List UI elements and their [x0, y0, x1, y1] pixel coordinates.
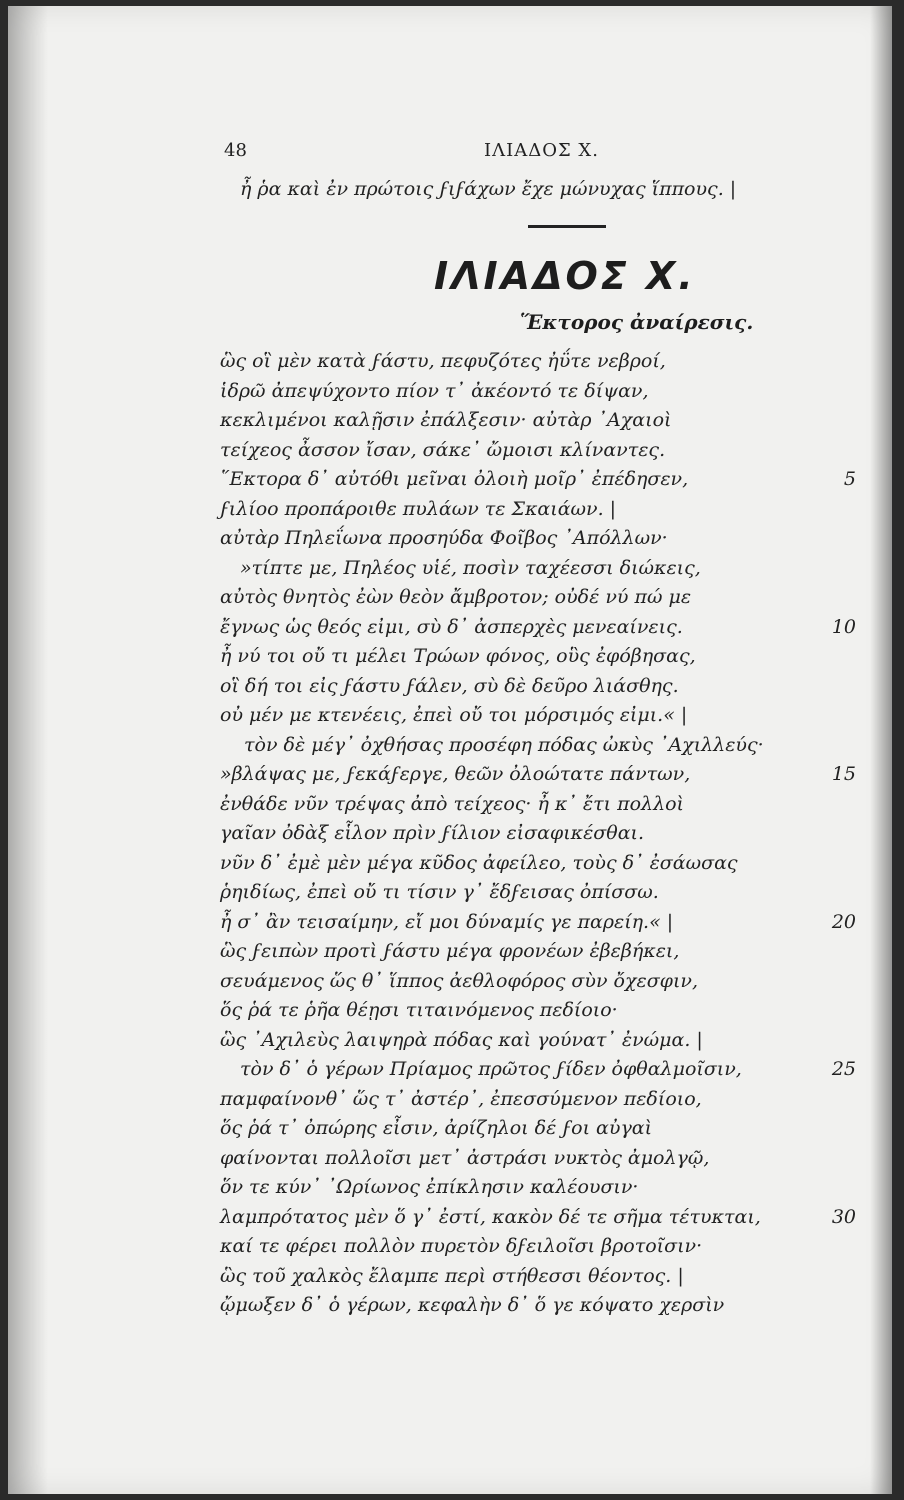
verse-text: ἱδρῶ ἀπεψύχοντο πίον τ᾽ ἀκέοντό τε δίψαν,	[220, 379, 649, 402]
verse-line	[8, 1206, 892, 1236]
verse-line	[8, 1235, 892, 1265]
verse-line	[8, 645, 892, 675]
verse-text: νῦν δ᾽ ἐμὲ μὲν μέγα κῦδος ἀφείλεο, τοὺς δ᾽ ἐσάωσας	[220, 851, 738, 874]
line-number: 20	[831, 910, 856, 933]
verse-text: ἐνθάδε νῦν τρέψας ἀπὸ τείχεος· ἦ κ᾽ ἔτι πολλοὶ	[220, 792, 685, 815]
verse-text: οὐ μέν με κτενέεις, ἐπεὶ οὔ τοι μόρσιμός εἰμι.« |	[220, 704, 688, 726]
verse-line	[8, 734, 892, 764]
verse-text: ὅς ῥά τε ῥῆα θέῃσι τιταινόμενος πεδίοιο·	[220, 999, 618, 1021]
verse-line	[8, 911, 892, 941]
verse-text: »βλάψας με, ϝεκάϝεργε, θεῶν ὀλοώτατε πάντων,	[220, 763, 691, 785]
verse-text: σευάμενος ὥς θ᾽ ἵππος ἀεθλοφόρος σὺν ὄχεσφιν,	[220, 969, 699, 992]
verse-text: ἦ νύ τοι οὔ τι μέλει Τρώων φόνος, οὓς ἐφόβησας,	[220, 645, 696, 667]
line-number: 10	[831, 615, 856, 638]
page-number: 48	[224, 140, 247, 161]
line-number: 15	[831, 763, 856, 785]
verse-text: αὐτὸς θνητὸς ἐὼν θεὸν ἄμβροτον; οὐδέ νύ πώ με	[220, 586, 692, 608]
verse-text: ὣς τοῦ χαλκὸς ἔλαμπε περὶ στήθεσσι θέοντος. |	[220, 1264, 684, 1287]
verse-text: τὸν δὲ μέγ᾽ ὀχθήσας προσέφη πόδας ὠκὺς ᾿Αχιλλεύς·	[244, 733, 764, 756]
verse-text: φαίνονται πολλοῖσι μετ᾽ ἀστράσι νυκτὸς ἀμολγῷ,	[220, 1146, 710, 1169]
verse-line	[8, 1176, 892, 1206]
verse-text: παμφαίνονθ᾽ ὥς τ᾽ ἀστέρ᾽, ἐπεσσύμενον πεδίοιο,	[220, 1087, 702, 1110]
running-head	[8, 140, 892, 164]
verse-text: καί τε φέρει πολλὸν πυρετὸν δϝειλοῖσι βροτοῖσιν·	[220, 1235, 703, 1257]
verse-line	[8, 999, 892, 1029]
verse-text: ᾤμωξεν δ᾽ ὁ γέρων, κεφαλὴν δ᾽ ὅ γε κόψατο χερσὶν	[220, 1294, 725, 1316]
verse-line	[8, 763, 892, 793]
verse-line	[8, 409, 892, 439]
verse-line	[8, 852, 892, 882]
verse-text: ἦ σ᾽ ἂν τεισαίμην, εἴ μοι δύναμίς γε παρείη.« |	[220, 910, 674, 933]
verse-text: ὣς ᾿Αχιλεὺς λαιψηρὰ πόδας καὶ γούνατ᾽ ἐνώμα. |	[220, 1028, 703, 1051]
verse-text: ῥηιδίως, ἐπεὶ οὔ τι τίσιν γ᾽ ἔδϝεισας ὀπίσσω.	[220, 881, 659, 903]
verse-line	[8, 970, 892, 1000]
verse-line	[8, 439, 892, 469]
verse-line	[8, 1058, 892, 1088]
verse-line	[8, 704, 892, 734]
running-title: ΙΛΙΑΔΟΣ Χ.	[484, 140, 599, 161]
verse-line	[8, 527, 892, 557]
line-number: 25	[831, 1058, 856, 1080]
verse-text: ἔγνως ὡς θεός εἰμι, σὺ δ᾽ ἀσπερχὲς μενεαίνεις.	[220, 615, 683, 638]
verse-text: ϝιλίοο προπάροιθε πυλάων τε Σκαιάων. |	[220, 497, 617, 520]
verse-line	[8, 586, 892, 616]
verse-line	[8, 1147, 892, 1177]
line-number: 5	[843, 468, 856, 490]
verse-line	[8, 380, 892, 410]
verse-line	[8, 616, 892, 646]
verse-text: ὣς οἳ μὲν κατὰ ϝάστυ, πεφυζότες ἠΰτε νεβροί,	[220, 350, 666, 372]
verse-line	[8, 498, 892, 528]
verse-text: λαμπρότατος μὲν ὅ γ᾽ ἐστί, κακὸν δέ τε σῆμα τέτυκται,	[220, 1205, 761, 1228]
verse-line	[8, 881, 892, 911]
verse-line	[8, 822, 892, 852]
verse-text: γαῖαν ὀδὰξ εἷλον πρὶν ϝίλιον εἰσαφικέσθαι.	[220, 822, 645, 844]
verse-text: ὅς ῥά τ᾽ ὀπώρης εἶσιν, ἀρίζηλοι δέ ϝοι αὐγαὶ	[220, 1117, 653, 1139]
verse-text: ὣς ϝειπὼν προτὶ ϝάστυ μέγα φρονέων ἐβεβήκει,	[220, 940, 680, 962]
verse-line	[8, 1088, 892, 1118]
verse-line	[8, 793, 892, 823]
verse-text: τείχεος ἆσσον ἴσαν, σάκε᾽ ὤμοισι κλίναντες.	[220, 438, 666, 461]
book-subtitle: Ἕκτορος ἀναίρεσις.	[520, 310, 754, 334]
verse-line	[8, 557, 892, 587]
verse-line	[8, 350, 892, 380]
verse-line	[8, 1294, 892, 1324]
verse-text: ὅν τε κύν᾽ ᾿Ωρίωνος ἐπίκλησιν καλέουσιν·	[220, 1176, 639, 1198]
verse-line	[8, 468, 892, 498]
verse-text: κεκλιμένοι καλῇσιν ἐπάλξεσιν· αὐτὰρ ᾿Αχαιοὶ	[220, 409, 672, 431]
verse-line	[8, 1265, 892, 1295]
verse-text: αὐτὰρ Πηλεΐωνα προσηύδα Φοῖβος ᾿Απόλλων·	[220, 527, 668, 549]
verse-text: τὸν δ᾽ ὁ γέρων Πρίαμος πρῶτος ϝίδεν ὀφθαλμοῖσιν,	[240, 1058, 742, 1080]
book-title: ΙΛΙΑΔΟΣ Χ.	[434, 254, 696, 298]
verse-line	[8, 1029, 892, 1059]
previous-book-last-line: ἦ ῥα καὶ ἐν πρώτοις ϝιϝάχων ἔχε μώνυχας ἵππους. |	[240, 178, 737, 200]
verse-text: »τίπτε με, Πηλέος υἱέ, ποσὶν ταχέεσσι διώκεις,	[240, 556, 701, 579]
verse-line	[8, 1117, 892, 1147]
verse-text: οἳ δή τοι εἰς ϝάστυ ϝάλεν, σὺ δὲ δεῦρο λιάσθης.	[220, 674, 679, 697]
section-separator-rule	[528, 225, 606, 228]
verse-text: ῞Εκτορα δ᾽ αὐτόθι μεῖναι ὀλοιὴ μοῖρ᾽ ἐπέδησεν,	[220, 468, 689, 490]
book-page	[8, 6, 892, 1494]
verse-line	[8, 940, 892, 970]
line-number: 30	[831, 1205, 856, 1228]
verse-line	[8, 675, 892, 705]
